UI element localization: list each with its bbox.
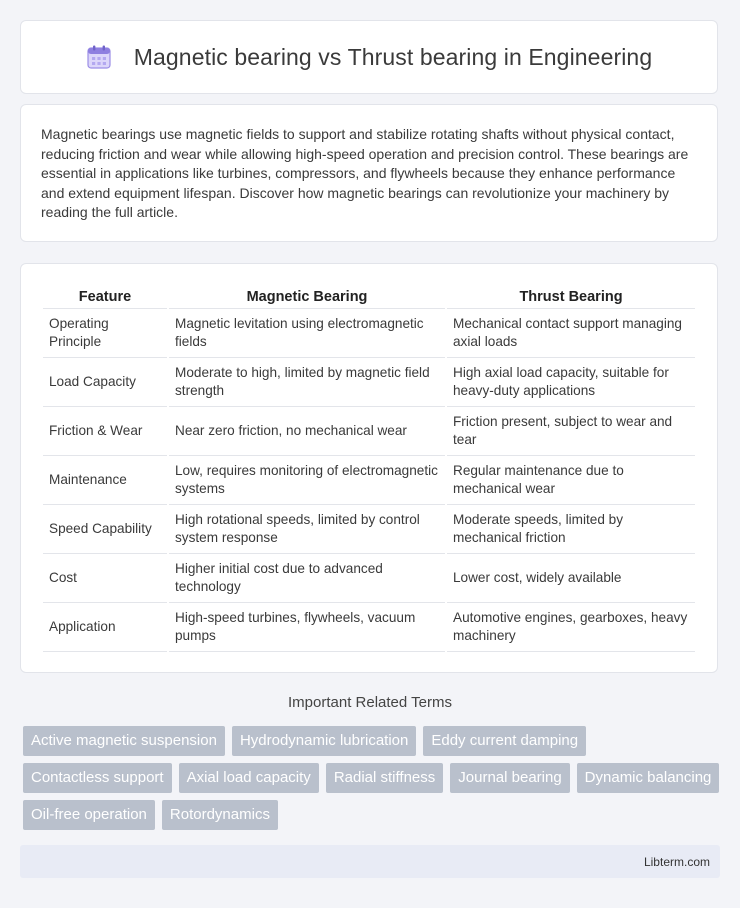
column-header-magnetic-bearing: Magnetic Bearing [169,286,445,309]
related-term-tag[interactable]: Axial load capacity [179,763,319,793]
table-row [43,554,695,603]
magnetic-bearing-cell: High-speed turbines, flywheels, vacuum pumps [169,603,445,652]
comparison-card [20,263,718,673]
column-header-feature: Feature [43,286,167,309]
related-terms-list [23,726,723,830]
related-term-tag[interactable]: Hydrodynamic lubrication [232,726,416,756]
thrust-bearing-cell: Regular maintenance due to mechanical wear [447,456,695,505]
thrust-bearing-cell: Lower cost, widely available [447,554,695,603]
feature-cell: Application [43,603,167,652]
related-term-tag[interactable]: Rotordynamics [162,800,278,830]
magnetic-bearing-cell: Low, requires monitoring of electromagnetic systems [169,456,445,505]
table-row [43,505,695,554]
footer-bar [20,845,720,878]
feature-cell: Load Capacity [43,358,167,407]
table-row [43,309,695,358]
table-row [43,603,695,652]
related-terms-heading: Important Related Terms [288,694,452,711]
comparison-table [41,286,697,652]
table-header-row [43,286,695,309]
table-row [43,456,695,505]
related-term-tag[interactable]: Dynamic balancing [577,763,720,793]
thrust-bearing-cell: Friction present, subject to wear and tear [447,407,695,456]
related-term-tag[interactable]: Contactless support [23,763,172,793]
thrust-bearing-cell: Moderate speeds, limited by mechanical friction [447,505,695,554]
calendar-icon [86,44,112,70]
thrust-bearing-cell: High axial load capacity, suitable for heavy-duty applications [447,358,695,407]
related-term-tag[interactable]: Eddy current damping [423,726,586,756]
header-card [20,20,718,94]
magnetic-bearing-cell: Moderate to high, limited by magnetic field strength [169,358,445,407]
feature-cell: Speed Capability [43,505,167,554]
intro-paragraph: Magnetic bearings use magnetic fields to support and stabilize rotating shafts without physical contact, reducing friction and wear while allowing high-speed operation and precision control. These bearings are essential in applications like turbines, compressors, and flywheels because they enhance performance and extend equipment lifespan. Discover how magnetic bearings can revolutionize your machinery by reading the full article. [41,126,689,221]
column-header-thrust-bearing: Thrust Bearing [447,286,695,309]
footer-site-link[interactable]: Libterm.com [643,854,710,869]
thrust-bearing-cell: Mechanical contact support managing axial loads [447,309,695,358]
related-term-tag[interactable]: Oil-free operation [23,800,155,830]
magnetic-bearing-cell: High rotational speeds, limited by control system response [169,505,445,554]
thrust-bearing-cell: Automotive engines, gearboxes, heavy machinery [447,603,695,652]
feature-cell: Operating Principle [43,309,167,358]
related-term-tag[interactable]: Journal bearing [450,763,569,793]
feature-cell: Friction & Wear [43,407,167,456]
related-term-tag[interactable]: Active magnetic suspension [23,726,225,756]
magnetic-bearing-cell: Higher initial cost due to advanced technology [169,554,445,603]
header-inner [86,44,652,71]
magnetic-bearing-cell: Near zero friction, no mechanical wear [169,407,445,456]
magnetic-bearing-cell: Magnetic levitation using electromagnetic fields [169,309,445,358]
table-row [43,358,695,407]
feature-cell: Cost [43,554,167,603]
related-term-tag[interactable]: Radial stiffness [326,763,443,793]
page-title: Magnetic bearing vs Thrust bearing in Engineering [133,43,653,70]
intro-card [20,104,718,242]
feature-cell: Maintenance [43,456,167,505]
table-row [43,407,695,456]
